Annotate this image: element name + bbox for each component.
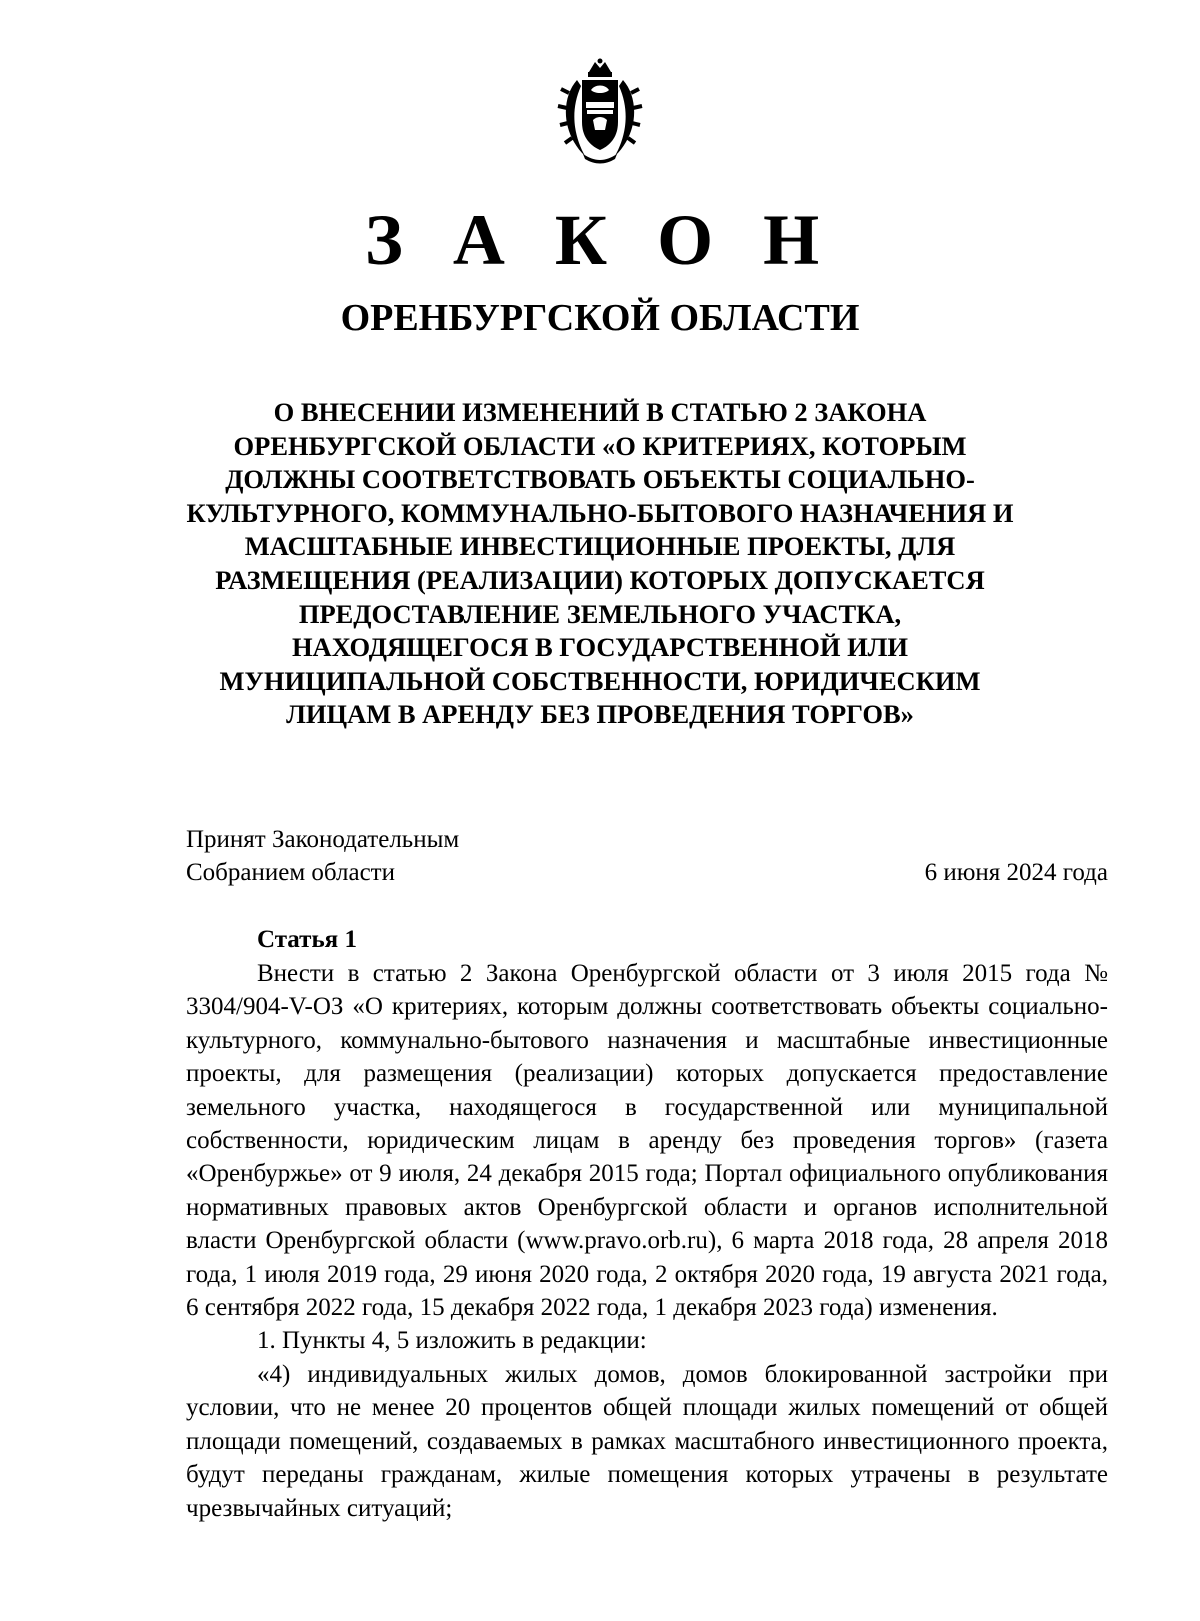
subject-line: ДОЛЖНЫ СООТВЕТСТВОВАТЬ ОБЪЕКТЫ СОЦИАЛЬНО-: [225, 464, 975, 495]
subject-line: КУЛЬТУРНОГО, КОММУНАЛЬНО-БЫТОВОГО НАЗНАЧЕНИЯ И: [186, 497, 1014, 528]
subject-line: МУНИЦИПАЛЬНОЙ СОБСТВЕННОСТИ, ЮРИДИЧЕСКИМ: [219, 665, 981, 696]
article-paragraph: «4) индивидуальных жилых домов, домов блокированной застройки при условии, что не менее 20 процентов общей площади жилых помещений от общей площади помещений, создаваемых в рамках масштабного инвестиционного проекта, будут переданы гражданам, жилые помещения которых утрачены в результате чрезвычайных ситуаций;: [186, 1360, 1108, 1522]
coat-of-arms-icon: [555, 58, 645, 166]
subject-line: О ВНЕСЕНИИ ИЗМЕНЕНИЙ В СТАТЬЮ 2 ЗАКОНА: [273, 397, 927, 427]
article-body: [186, 957, 1108, 1525]
document-region: ОРЕНБУРГСКОЙ ОБЛАСТИ: [340, 297, 860, 339]
article-heading: Статья 1: [257, 926, 357, 953]
subject-line: ОРЕНБУРГСКОЙ ОБЛАСТИ «О КРИТЕРИЯХ, КОТОРЫМ: [233, 430, 967, 461]
adoption-info: [186, 823, 459, 889]
adoption-line-2: Собранием области: [186, 859, 395, 886]
adoption-line-1: Принят Законодательным: [186, 826, 460, 853]
subject-line: ЛИЦАМ В АРЕНДУ БЕЗ ПРОВЕДЕНИЯ ТОРГОВ»: [286, 699, 914, 730]
document-title: З А К О Н: [364, 200, 836, 280]
article-paragraph: Внести в статью 2 Закона Оренбургской области от 3 июля 2015 года № 3304/904-V-ОЗ «О критериях, которым должны соответствовать объекты социально-культурного, коммунально-бытового назначения и масштабные инвестиционные проекты, для размещения (реализации) которых допускается предоставление земельного участка, находящегося в государственной или муниципальной собственности, юридическим лицам в аренду без проведения торгов» (газета «Оренбуржье» от 9 июля, 24 декабря 2015 года; Портал официального опубликования нормативных правовых актов Оренбургской области и органов исполнительной власти Оренбургской области (www.pravo.orb.ru), 6 марта 2018 года, 28 апреля 2018 года, 1 июля 2019 года, 29 июня 2020 года, 2 октября 2020 года, 19 августа 2021 года, 6 сентября 2022 года, 15 декабря 2022 года, 1 декабря 2023 года) изменения.: [186, 960, 1108, 1322]
subject-line: МАСШТАБНЫЕ ИНВЕСТИЦИОННЫЕ ПРОЕКТЫ, ДЛЯ: [244, 531, 956, 562]
subject-line: НАХОДЯЩЕГОСЯ В ГОСУДАРСТВЕННОЙ ИЛИ: [291, 632, 909, 663]
subject-line: ПРЕДОСТАВЛЕНИЕ ЗЕМЕЛЬНОГО УЧАСТКА,: [298, 598, 902, 629]
document-subject: [170, 396, 1030, 732]
article-paragraph: 1. Пункты 4, 5 изложить в редакции:: [257, 1327, 647, 1355]
subject-line: РАЗМЕЩЕНИЯ (РЕАЛИЗАЦИИ) КОТОРЫХ ДОПУСКАЕТСЯ: [215, 564, 985, 595]
adoption-date: 6 июня 2024 года: [924, 859, 1108, 886]
